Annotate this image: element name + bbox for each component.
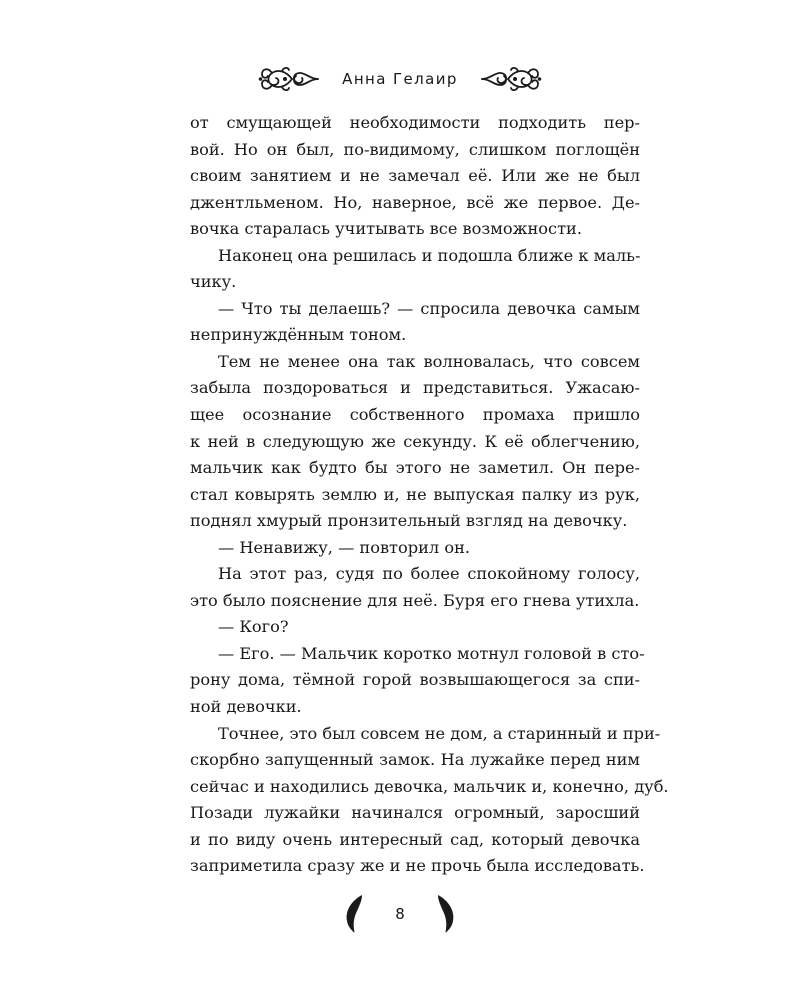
right-feather-icon — [435, 893, 457, 935]
text-line: джентльменом. Но, наверное, всё же первое. Де- — [190, 192, 640, 212]
text-line: Позади лужайки начинался огромный, заросший — [190, 803, 640, 823]
text-line: — Что ты делаешь? — спросила девочка самым — [218, 298, 640, 318]
author-name: Анна Гелаир — [342, 70, 458, 88]
text-line: Тем не менее она так волновалась, что совсем — [218, 351, 640, 371]
text-line: — Кого? — [218, 617, 289, 637]
text-line: Наконец она решилась и подошла ближе к маль- — [218, 245, 641, 265]
left-feather-icon — [343, 893, 365, 935]
body-text — [190, 110, 669, 880]
page-footer — [0, 892, 800, 936]
text-line: непринуждённым тоном. — [190, 325, 407, 345]
text-line: скорбно запущенный замок. На лужайке перед ним — [190, 750, 640, 770]
text-line: На этот раз, судя по более спокойному голосу, — [218, 564, 640, 584]
text-line: щее осознание собственного промаха пришло — [190, 405, 640, 425]
text-line: от смущающей необходимости подходить пер- — [190, 113, 640, 132]
text-line: и по виду очень интересный сад, который девочка — [190, 829, 640, 849]
text-line: Точнее, это был совсем не дом, а старинный и при- — [218, 723, 661, 743]
text-line: к ней в следующую же секунду. К её облегчению, — [190, 431, 640, 451]
text-line: забыла поздороваться и представиться. Ужасаю- — [190, 378, 640, 398]
text-line: вочка старалась учитывать все возможности. — [190, 219, 582, 239]
text-line: рону дома, тёмной горой возвышающегося за спи- — [190, 670, 640, 690]
text-line: вой. Но он был, по-видимому, слишком поглощён — [190, 139, 640, 159]
text-line: своим занятием и не замечал её. Или же не был — [190, 166, 640, 186]
right-ornament-icon — [480, 63, 542, 95]
page-number: 8 — [395, 905, 405, 923]
left-ornament-icon — [258, 63, 320, 95]
text-line: это было пояснение для неё. Буря его гнева утихла. — [190, 590, 640, 610]
text-line: заприметила сразу же и не прочь была исследовать. — [190, 856, 645, 876]
text-line: — Ненавижу, — повторил он. — [218, 537, 471, 557]
text-line: ной девочки. — [190, 697, 302, 717]
text-line: стал ковырять землю и, не выпуская палку из рук, — [190, 484, 640, 504]
running-header — [0, 56, 800, 102]
text-line: поднял хмурый пронзительный взгляд на девочку. — [190, 511, 628, 531]
text-line: сейчас и находились девочка, мальчик и, конечно, дуб. — [190, 776, 669, 796]
text-line: чику. — [190, 272, 237, 292]
text-line: — Его. — Мальчик коротко мотнул головой в сто- — [218, 643, 645, 663]
text-line: мальчик как будто бы этого не заметил. Он пере- — [190, 458, 640, 478]
